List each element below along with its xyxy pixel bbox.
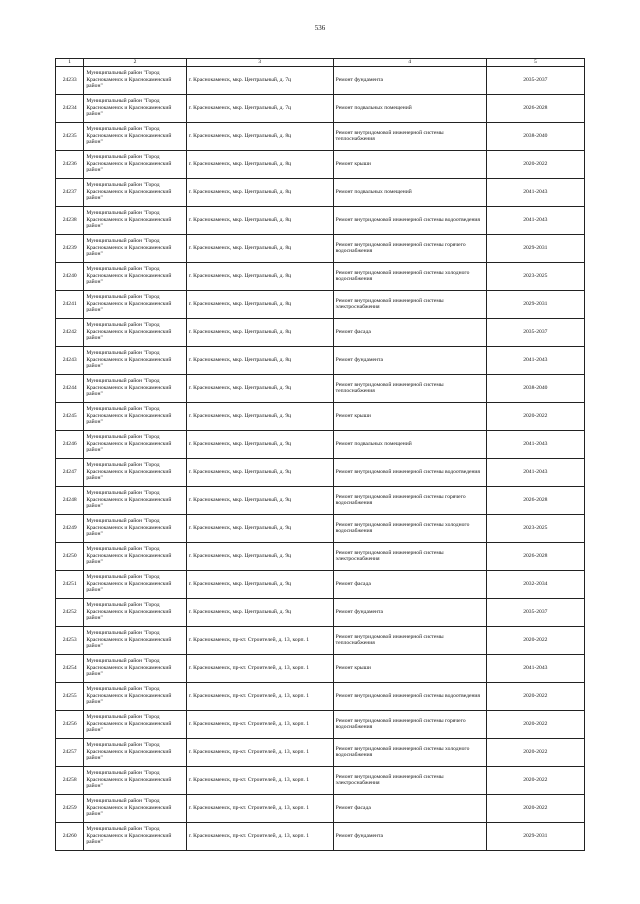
- municipality-cell: Муниципальный район "Город Краснокаменск и Краснокаменский район": [84, 318, 186, 346]
- column-header: 5: [486, 59, 584, 67]
- table-row: [56, 598, 585, 626]
- address-cell: г. Краснокаменск, мкр. Центральный, д. 9ц: [186, 430, 333, 458]
- address-cell: г. Краснокаменск, мкр. Центральный, д. 7ц: [186, 94, 333, 122]
- table-row: [56, 290, 585, 318]
- page-number: 536: [314, 24, 326, 32]
- work-type-cell: Ремонт подвальных помещений: [333, 94, 486, 122]
- address-cell: г. Краснокаменск, мкр. Центральный, д. 9ц: [186, 598, 333, 626]
- table-row: [56, 794, 585, 822]
- municipality-cell: Муниципальный район "Город Краснокаменск и Краснокаменский район": [84, 290, 186, 318]
- municipality-cell: Муниципальный район "Город Краснокаменск и Краснокаменский район": [84, 94, 186, 122]
- address-cell: г. Краснокаменск, пр-кт. Строителей, д. 13, корп. 1: [186, 682, 333, 710]
- row-id-cell: 24245: [56, 402, 84, 430]
- address-cell: г. Краснокаменск, мкр. Центральный, д. 8ц: [186, 346, 333, 374]
- municipality-cell: Муниципальный район "Город Краснокаменск и Краснокаменский район": [84, 374, 186, 402]
- municipality-cell: Муниципальный район "Город Краснокаменск и Краснокаменский район": [84, 626, 186, 654]
- period-cell: 2038-2040: [486, 122, 584, 150]
- row-id-cell: 24242: [56, 318, 84, 346]
- period-cell: 2020-2022: [486, 738, 584, 766]
- address-cell: г. Краснокаменск, мкр. Центральный, д. 9ц: [186, 486, 333, 514]
- row-id-cell: 24234: [56, 94, 84, 122]
- work-type-cell: Ремонт фундамента: [333, 66, 486, 94]
- work-type-cell: Ремонт крыши: [333, 150, 486, 178]
- address-cell: г. Краснокаменск, мкр. Центральный, д. 8ц: [186, 122, 333, 150]
- work-type-cell: Ремонт крыши: [333, 402, 486, 430]
- row-id-cell: 24254: [56, 654, 84, 682]
- column-header: 3: [186, 59, 333, 67]
- column-header: 4: [333, 59, 486, 67]
- row-id-cell: 24253: [56, 626, 84, 654]
- address-cell: г. Краснокаменск, мкр. Центральный, д. 9ц: [186, 458, 333, 486]
- period-cell: 2041-2043: [486, 458, 584, 486]
- municipality-cell: Муниципальный район "Город Краснокаменск и Краснокаменский район": [84, 430, 186, 458]
- row-id-cell: 24247: [56, 458, 84, 486]
- municipality-cell: Муниципальный район "Город Краснокаменск и Краснокаменский район": [84, 598, 186, 626]
- address-cell: г. Краснокаменск, мкр. Центральный, д. 7ц: [186, 66, 333, 94]
- address-cell: г. Краснокаменск, мкр. Центральный, д. 9ц: [186, 514, 333, 542]
- period-cell: 2041-2043: [486, 430, 584, 458]
- work-type-cell: Ремонт внутридомовой инженерной системы горячего водоснабжения: [333, 234, 486, 262]
- municipality-cell: Муниципальный район "Город Краснокаменск и Краснокаменский район": [84, 458, 186, 486]
- period-cell: 2041-2043: [486, 654, 584, 682]
- table-row: [56, 514, 585, 542]
- table-row: [56, 738, 585, 766]
- address-cell: г. Краснокаменск, пр-кт. Строителей, д. 13, корп. 1: [186, 626, 333, 654]
- work-type-cell: Ремонт фундамента: [333, 822, 486, 850]
- work-type-cell: Ремонт внутридомовой инженерной системы электроснабжения: [333, 542, 486, 570]
- address-cell: г. Краснокаменск, мкр. Центральный, д. 8ц: [186, 290, 333, 318]
- row-id-cell: 24248: [56, 486, 84, 514]
- table-row: [56, 682, 585, 710]
- row-id-cell: 24252: [56, 598, 84, 626]
- municipality-cell: Муниципальный район "Город Краснокаменск и Краснокаменский район": [84, 766, 186, 794]
- municipality-cell: Муниципальный район "Город Краснокаменск и Краснокаменский район": [84, 682, 186, 710]
- address-cell: г. Краснокаменск, мкр. Центральный, д. 8ц: [186, 178, 333, 206]
- work-type-cell: Ремонт крыши: [333, 654, 486, 682]
- period-cell: 2038-2040: [486, 374, 584, 402]
- address-cell: г. Краснокаменск, пр-кт. Строителей, д. 13, корп. 1: [186, 654, 333, 682]
- work-type-cell: Ремонт внутридомовой инженерной системы теплоснабжения: [333, 374, 486, 402]
- period-cell: 2035-2037: [486, 598, 584, 626]
- municipality-cell: Муниципальный район "Город Краснокаменск и Краснокаменский район": [84, 402, 186, 430]
- row-id-cell: 24239: [56, 234, 84, 262]
- work-type-cell: Ремонт фасада: [333, 570, 486, 598]
- row-id-cell: 24255: [56, 682, 84, 710]
- period-cell: 2035-2037: [486, 318, 584, 346]
- row-id-cell: 24249: [56, 514, 84, 542]
- work-type-cell: Ремонт внутридомовой инженерной системы водоотведения: [333, 458, 486, 486]
- row-id-cell: 24259: [56, 794, 84, 822]
- municipality-cell: Муниципальный район "Город Краснокаменск и Краснокаменский район": [84, 542, 186, 570]
- row-id-cell: 24260: [56, 822, 84, 850]
- row-id-cell: 24241: [56, 290, 84, 318]
- address-cell: г. Краснокаменск, мкр. Центральный, д. 9ц: [186, 402, 333, 430]
- period-cell: 2020-2022: [486, 710, 584, 738]
- table-row: [56, 318, 585, 346]
- period-cell: 2029-2031: [486, 822, 584, 850]
- row-id-cell: 24251: [56, 570, 84, 598]
- period-cell: 2041-2043: [486, 178, 584, 206]
- work-type-cell: Ремонт подвальных помещений: [333, 178, 486, 206]
- address-cell: г. Краснокаменск, мкр. Центральный, д. 8ц: [186, 262, 333, 290]
- table-row: [56, 430, 585, 458]
- address-cell: г. Краснокаменск, мкр. Центральный, д. 8ц: [186, 234, 333, 262]
- work-type-cell: Ремонт фасада: [333, 794, 486, 822]
- period-cell: 2023-2025: [486, 514, 584, 542]
- table-row: [56, 346, 585, 374]
- address-cell: г. Краснокаменск, пр-кт. Строителей, д. 13, корп. 1: [186, 738, 333, 766]
- table-row: [56, 486, 585, 514]
- table-row: [56, 94, 585, 122]
- period-cell: 2020-2022: [486, 766, 584, 794]
- municipality-cell: Муниципальный район "Город Краснокаменск и Краснокаменский район": [84, 514, 186, 542]
- period-cell: 2020-2022: [486, 626, 584, 654]
- row-id-cell: 24246: [56, 430, 84, 458]
- municipality-cell: Муниципальный район "Город Краснокаменск и Краснокаменский район": [84, 570, 186, 598]
- table-row: [56, 542, 585, 570]
- work-type-cell: Ремонт внутридомовой инженерной системы холодного водоснабжения: [333, 262, 486, 290]
- period-cell: 2032-2034: [486, 570, 584, 598]
- municipality-cell: Муниципальный район "Город Краснокаменск и Краснокаменский район": [84, 122, 186, 150]
- table-row: [56, 178, 585, 206]
- work-type-cell: Ремонт фундамента: [333, 598, 486, 626]
- municipality-cell: Муниципальный район "Город Краснокаменск и Краснокаменский район": [84, 234, 186, 262]
- column-header: 1: [56, 59, 84, 67]
- table-row: [56, 122, 585, 150]
- municipality-cell: Муниципальный район "Город Краснокаменск и Краснокаменский район": [84, 262, 186, 290]
- period-cell: 2023-2025: [486, 262, 584, 290]
- period-cell: 2029-2031: [486, 234, 584, 262]
- address-cell: г. Краснокаменск, пр-кт. Строителей, д. 13, корп. 1: [186, 766, 333, 794]
- period-cell: 2020-2022: [486, 402, 584, 430]
- period-cell: 2026-2028: [486, 94, 584, 122]
- municipality-cell: Муниципальный район "Город Краснокаменск и Краснокаменский район": [84, 738, 186, 766]
- municipality-cell: Муниципальный район "Город Краснокаменск и Краснокаменский район": [84, 178, 186, 206]
- municipality-cell: Муниципальный район "Город Краснокаменск и Краснокаменский район": [84, 710, 186, 738]
- work-type-cell: Ремонт фасада: [333, 318, 486, 346]
- table-row: [56, 766, 585, 794]
- period-cell: 2020-2022: [486, 682, 584, 710]
- table-row: [56, 150, 585, 178]
- row-id-cell: 24258: [56, 766, 84, 794]
- work-type-cell: Ремонт внутридомовой инженерной системы теплоснабжения: [333, 626, 486, 654]
- municipality-cell: Муниципальный район "Город Краснокаменск и Краснокаменский район": [84, 346, 186, 374]
- period-cell: 2041-2043: [486, 206, 584, 234]
- row-id-cell: 24238: [56, 206, 84, 234]
- municipality-cell: Муниципальный район "Город Краснокаменск и Краснокаменский район": [84, 794, 186, 822]
- table-row: [56, 402, 585, 430]
- table-row: [56, 626, 585, 654]
- municipality-cell: Муниципальный район "Город Краснокаменск и Краснокаменский район": [84, 66, 186, 94]
- address-cell: г. Краснокаменск, мкр. Центральный, д. 8ц: [186, 318, 333, 346]
- period-cell: 2026-2028: [486, 486, 584, 514]
- work-type-cell: Ремонт внутридомовой инженерной системы водоотведения: [333, 206, 486, 234]
- address-cell: г. Краснокаменск, мкр. Центральный, д. 8ц: [186, 206, 333, 234]
- period-cell: 2029-2031: [486, 290, 584, 318]
- period-cell: 2020-2022: [486, 150, 584, 178]
- row-id-cell: 24233: [56, 66, 84, 94]
- row-id-cell: 24257: [56, 738, 84, 766]
- work-type-cell: Ремонт фундамента: [333, 346, 486, 374]
- row-id-cell: 24256: [56, 710, 84, 738]
- column-header: 2: [84, 59, 186, 67]
- column-number-row: [56, 59, 585, 67]
- table-row: [56, 654, 585, 682]
- work-type-cell: Ремонт внутридомовой инженерной системы холодного водоснабжения: [333, 514, 486, 542]
- address-cell: г. Краснокаменск, мкр. Центральный, д. 8ц: [186, 150, 333, 178]
- row-id-cell: 24244: [56, 374, 84, 402]
- row-id-cell: 24243: [56, 346, 84, 374]
- table-row: [56, 458, 585, 486]
- repair-schedule-table: [55, 58, 585, 851]
- address-cell: г. Краснокаменск, мкр. Центральный, д. 9ц: [186, 542, 333, 570]
- municipality-cell: Муниципальный район "Город Краснокаменск и Краснокаменский район": [84, 822, 186, 850]
- work-type-cell: Ремонт внутридомовой инженерной системы горячего водоснабжения: [333, 710, 486, 738]
- period-cell: 2020-2022: [486, 794, 584, 822]
- address-cell: г. Краснокаменск, пр-кт. Строителей, д. 13, корп. 1: [186, 710, 333, 738]
- row-id-cell: 24235: [56, 122, 84, 150]
- table-row: [56, 262, 585, 290]
- municipality-cell: Муниципальный район "Город Краснокаменск и Краснокаменский район": [84, 654, 186, 682]
- table-row: [56, 66, 585, 94]
- period-cell: 2026-2028: [486, 542, 584, 570]
- work-type-cell: Ремонт внутридомовой инженерной системы водоотведения: [333, 682, 486, 710]
- table-row: [56, 374, 585, 402]
- row-id-cell: 24237: [56, 178, 84, 206]
- work-type-cell: Ремонт внутридомовой инженерной системы холодного водоснабжения: [333, 738, 486, 766]
- row-id-cell: 24236: [56, 150, 84, 178]
- work-type-cell: Ремонт внутридомовой инженерной системы электроснабжения: [333, 766, 486, 794]
- municipality-cell: Муниципальный район "Город Краснокаменск и Краснокаменский район": [84, 486, 186, 514]
- municipality-cell: Муниципальный район "Город Краснокаменск и Краснокаменский район": [84, 206, 186, 234]
- table-row: [56, 206, 585, 234]
- work-type-cell: Ремонт внутридомовой инженерной системы электроснабжения: [333, 290, 486, 318]
- address-cell: г. Краснокаменск, пр-кт. Строителей, д. 13, корп. 1: [186, 794, 333, 822]
- table-row: [56, 570, 585, 598]
- table-row: [56, 234, 585, 262]
- address-cell: г. Краснокаменск, мкр. Центральный, д. 9ц: [186, 570, 333, 598]
- work-type-cell: Ремонт подвальных помещений: [333, 430, 486, 458]
- period-cell: 2035-2037: [486, 66, 584, 94]
- table-row: [56, 822, 585, 850]
- table-body: [56, 59, 585, 851]
- address-cell: г. Краснокаменск, мкр. Центральный, д. 9ц: [186, 374, 333, 402]
- period-cell: 2041-2043: [486, 346, 584, 374]
- row-id-cell: 24250: [56, 542, 84, 570]
- row-id-cell: 24240: [56, 262, 84, 290]
- work-type-cell: Ремонт внутридомовой инженерной системы горячего водоснабжения: [333, 486, 486, 514]
- address-cell: г. Краснокаменск, пр-кт. Строителей, д. 13, корп. 1: [186, 822, 333, 850]
- table-row: [56, 710, 585, 738]
- municipality-cell: Муниципальный район "Город Краснокаменск и Краснокаменский район": [84, 150, 186, 178]
- work-type-cell: Ремонт внутридомовой инженерной системы теплоснабжения: [333, 122, 486, 150]
